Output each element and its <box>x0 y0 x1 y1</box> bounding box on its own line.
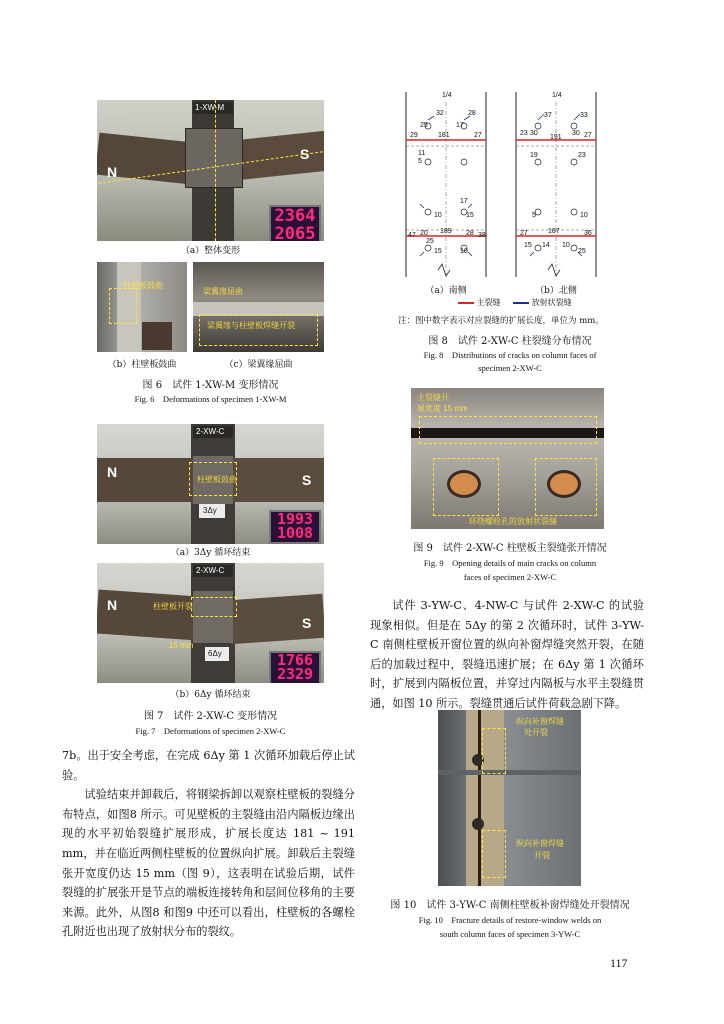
crack-length: 19 <box>530 152 538 159</box>
crack-length: 15 <box>466 212 474 219</box>
crack-length: 27 <box>584 132 592 139</box>
crack-length: 10 <box>580 212 588 219</box>
crack-length: 25 <box>578 248 586 255</box>
crack-length: 187 <box>548 228 560 235</box>
figure10-caption-zh: 图 10 试件 3-YW-C 南侧柱壁板补窗焊缝处开裂情况 <box>390 900 630 911</box>
crack-length: 23 <box>520 130 528 137</box>
crack-length: 10 <box>460 248 468 255</box>
crack-length: 47 <box>408 232 416 239</box>
figure10-photo <box>438 710 581 886</box>
figure8-legend <box>458 297 572 308</box>
crack-length: 189 <box>440 228 452 235</box>
crack-length: 17 <box>456 122 464 129</box>
label-top-1: 主裂缝开 <box>417 393 449 402</box>
figure10-caption-en-1: Fig. 10 Fracture details of restore-window welds on <box>418 915 602 925</box>
crack-length: 15 <box>434 248 442 255</box>
crack-length: 20 <box>420 230 428 237</box>
specimen-label: 2-XW-C <box>196 427 225 436</box>
figure9-caption-en-2: faces of specimen 2-XW-C <box>463 572 557 582</box>
crack-length: 36 <box>584 230 592 237</box>
photo-c-label-2: 梁翼缘与柱壁板焊缝开裂 <box>207 321 295 330</box>
counter-top: 2364 <box>274 206 316 226</box>
crack-length: 27 <box>474 132 482 139</box>
page-number: 117 <box>610 956 628 970</box>
load-counter <box>269 205 321 241</box>
figure6-sub-c: （c）梁翼缘屈曲 <box>224 360 293 370</box>
crack-length: 23 <box>578 152 586 159</box>
figure9-photo <box>411 388 604 529</box>
side-s: S <box>302 615 312 631</box>
counter-bottom: 2329 <box>276 665 314 683</box>
joint-plate <box>185 128 243 188</box>
crack-length: 10 <box>434 212 442 219</box>
legend-radial: 放射状裂缝 <box>531 298 572 307</box>
figure8-sub-b: （b）北侧 <box>535 286 577 296</box>
label-top-2: 展宽度 15 mm <box>417 404 468 413</box>
paragraph-3: 试件 3-YW-C、4-NW-C 与试件 2-XW-C 的试验现象相似。但是在 5Δy 的第 2 次循环时，试件 3-YW-C 南侧柱壁板开窗位置的纵向补窗焊缝突然开裂，在随后的加载过程中，裂缝迅速扩展；在 6Δy 第 1 次循环时，扩展到内隔板位置，并穿过内隔板与水平主裂缝贯通，如图 10 所示。裂缝贯通后试件荷载急剧下降。 <box>370 599 644 710</box>
legend-main: 主裂缝 <box>476 298 501 307</box>
paragraph-2: 试验结束并卸载后，将钢梁拆卸以观察柱壁板的裂缝分布特点，如图8 所示。可见壁板的主裂缝由沿内隔板边缘出现的水平初始裂缝扩展形成，扩展长度达 181 ~ 191 mm，并在临近两侧柱壁板的位置纵向扩展。卸载后主裂缝张开宽度仍达 15 mm（图 9），这表明在试验后期，试件裂缝的扩展张开是节点的端板连接转角和层间位移角的主要来源。此外，从图8 和图9 中还可以看出，柱壁板的各螺栓孔附近也出现了放射状分布的裂纹。 <box>62 788 355 939</box>
figure6-caption-en: Fig. 6 Deformations of specimen 1-XW-M <box>134 394 287 404</box>
counter-top: 1993 <box>276 510 314 528</box>
figure6-sub-a: （a）整体变形 <box>180 246 241 256</box>
paragraph-1: 7b。出于安全考虑，在完成 6Δy 第 1 次循环加载后停止试验。 <box>62 749 355 782</box>
specimen-label: 1-XW-M <box>195 103 225 112</box>
crack-length: 32 <box>436 110 444 117</box>
axis-mark-north: 1/4 <box>552 92 562 99</box>
figure7-caption-en: Fig. 7 Deformations of specimen 2-XW-C <box>135 726 286 736</box>
crack-length: 17 <box>460 198 468 205</box>
crack-length: 5 <box>418 158 422 165</box>
cycle-label: 3Δy <box>203 506 217 515</box>
crack-length: 5 <box>532 212 536 219</box>
figure7-sub-b: （b）6Δy 循环结束 <box>170 690 251 700</box>
crack-length: 10 <box>562 242 570 249</box>
left-column-text <box>62 746 355 942</box>
figure8-drawing <box>398 92 608 292</box>
axis-mark-south: 1/4 <box>442 92 452 99</box>
crack-length: 181 <box>438 132 450 139</box>
crack-length: 191 <box>550 134 562 141</box>
figure8-note: 注：图中数字表示对应裂缝的扩展长度，单位为 mm。 <box>398 316 604 326</box>
label-top-1: 纵向补窗焊缝 <box>516 717 564 726</box>
crack-length: 29 <box>410 132 418 139</box>
crack-length: 37 <box>544 112 552 119</box>
legend-main-swatch <box>458 302 474 304</box>
specimen-label: 2-XW-C <box>196 566 225 575</box>
figure8-caption-en-2: specimen 2-XW-C <box>478 363 542 373</box>
figure8-caption-zh: 图 8 试件 2-XW-C 柱裂缝分布情况 <box>428 336 592 347</box>
crack-length: 28 <box>466 230 474 237</box>
figure6-caption-zh: 图 6 试件 1-XW-M 变形情况 <box>142 380 279 391</box>
figure7-sub-a: （a）3Δy 循环结束 <box>170 548 251 558</box>
counter-bottom: 1008 <box>276 524 314 542</box>
crack-width: 15 mm <box>169 641 194 650</box>
side-s: S <box>300 146 310 162</box>
right-column-text <box>370 596 644 714</box>
photo-b-label: 柱壁板鼓曲 <box>123 281 163 290</box>
figure6-sub-b: （b）柱壁板鼓曲 <box>107 360 177 370</box>
figure8-caption-en-1: Fig. 8 Distributions of cracks on column faces of <box>423 350 597 360</box>
crack-length: 33 <box>580 112 588 119</box>
crack-length: 38 <box>478 232 486 239</box>
label-top-2: 处开裂 <box>524 728 548 737</box>
counter-bottom: 2065 <box>274 224 316 241</box>
label-bottom: 环绕螺栓孔的放射状裂缝 <box>469 517 557 526</box>
crack-length: 25 <box>426 238 434 245</box>
annot-buckling: 柱壁板鼓曲 <box>197 475 237 484</box>
photo-c-label-1: 梁翼缘屈曲 <box>203 287 243 296</box>
crack-length: 27 <box>520 230 528 237</box>
figure9-caption-zh: 图 9 试件 2-XW-C 柱壁板主裂缝张开情况 <box>413 543 607 554</box>
crack-length: 30 <box>572 130 580 137</box>
load-counter <box>269 510 321 544</box>
figure6-photo-b <box>97 262 187 352</box>
label-bottom-2: 开裂 <box>534 851 550 860</box>
cycle-label: 6Δy <box>208 649 222 658</box>
crack-length: 14 <box>542 242 550 249</box>
side-n: N <box>107 597 118 613</box>
side-n: N <box>107 164 118 180</box>
crack-distribution-svg <box>398 92 608 292</box>
crack-length: 11 <box>418 150 426 157</box>
figure6-photo-a <box>97 100 324 241</box>
crack-length: 25 <box>420 122 428 129</box>
annot-cracking: 柱壁板开裂 <box>153 602 193 611</box>
label-bottom-1: 纵向补窗焊缝 <box>516 839 564 848</box>
crack-length: 15 <box>524 242 532 249</box>
figure9-caption-en-1: Fig. 9 Opening details of main cracks on column <box>423 558 597 568</box>
figure7-photo-a <box>97 424 324 544</box>
crack-length: 28 <box>468 110 476 117</box>
figure6-photo-c <box>193 262 324 352</box>
counter-top: 1766 <box>276 651 314 669</box>
figure7-caption-zh: 图 7 试件 2-XW-C 变形情况 <box>143 711 278 722</box>
figure7-photo-b <box>97 563 324 683</box>
crack-length: 30 <box>530 130 538 137</box>
figure8-sub-a: （a）南侧 <box>425 286 467 296</box>
legend-radial-swatch <box>513 302 529 304</box>
figure10-caption-en-2: south column faces of specimen 3-YW-C <box>439 929 581 939</box>
load-counter <box>269 651 321 683</box>
side-n: N <box>107 464 118 480</box>
side-s: S <box>302 472 312 488</box>
